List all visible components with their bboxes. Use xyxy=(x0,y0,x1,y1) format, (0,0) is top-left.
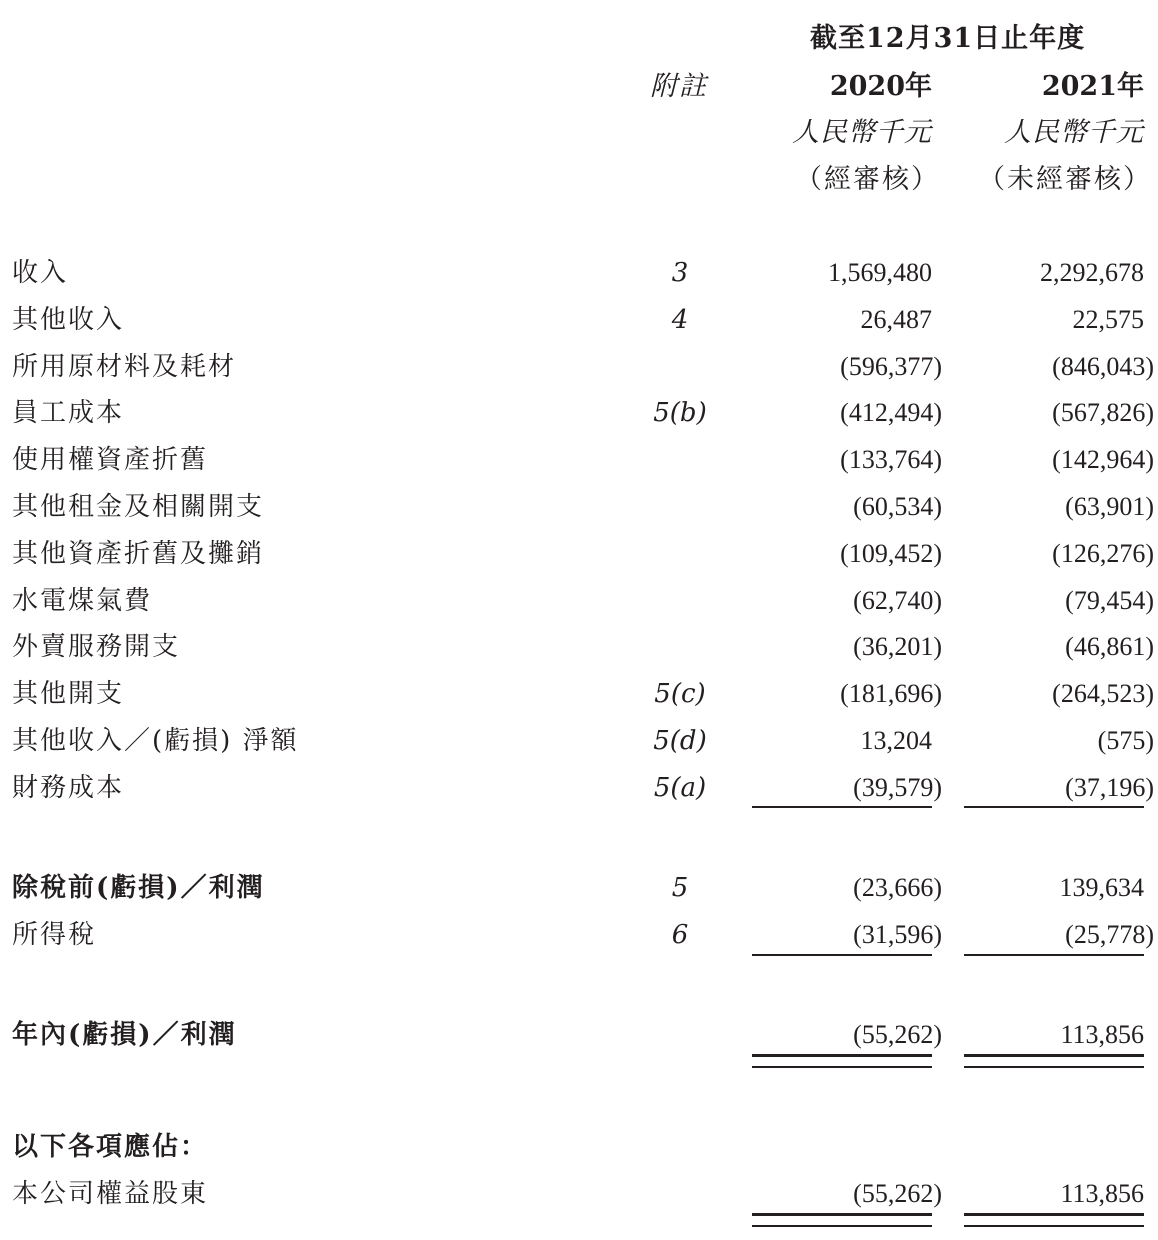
row-label: 使用權資產折舊 xyxy=(12,445,209,475)
row-note: 4 xyxy=(671,305,689,335)
row-label: 收入 xyxy=(12,258,69,288)
row-value-2021: (264,523) xyxy=(1052,679,1154,708)
year-2021-heading: 2021年 xyxy=(1041,71,1144,102)
row-label: 水電煤氣費 xyxy=(12,586,153,616)
row-value-2020: (36,201) xyxy=(853,632,942,661)
total-rule-2020-a xyxy=(752,1054,932,1057)
audit-2021: （未經審核） xyxy=(978,164,1152,195)
year-result-2021: 113,856 xyxy=(1060,1020,1144,1049)
row-value-2021: (567,826) xyxy=(1052,398,1154,427)
row-label: 其他收入 xyxy=(12,305,125,335)
row-note: 5(a) xyxy=(653,773,707,803)
row-value-2020: (181,696) xyxy=(840,679,942,708)
row-value-2021: (575) xyxy=(1097,726,1154,755)
row-label: 所用原材料及耗材 xyxy=(12,352,237,382)
row-value-2021: 2,292,678 xyxy=(1040,258,1144,287)
row-value-2021: (126,276) xyxy=(1052,539,1154,568)
year-result-2020: (55,262) xyxy=(853,1020,942,1049)
row-label: 財務成本 xyxy=(12,773,125,803)
year-2020-heading: 2020年 xyxy=(829,71,932,102)
tax-rule-2020 xyxy=(752,954,932,956)
tax-note: 6 xyxy=(671,920,689,950)
row-value-2020: 13,204 xyxy=(860,726,932,755)
row-value-2020: (60,534) xyxy=(853,492,942,521)
unit-2020: 人民幣千元 xyxy=(792,117,932,148)
row-value-2021: (142,964) xyxy=(1052,445,1154,474)
row-value-2021: (79,454) xyxy=(1065,586,1154,615)
row-value-2020: (109,452) xyxy=(840,539,942,568)
row-note: 5(b) xyxy=(653,398,707,428)
row-note: 5(c) xyxy=(654,679,706,709)
attr-rule-2021-a xyxy=(964,1213,1144,1216)
subtotal-rule-2021 xyxy=(964,806,1144,808)
row-note: 3 xyxy=(671,258,689,288)
pretax-note: 5 xyxy=(671,873,689,903)
row-label: 其他收入／(虧損) 淨額 xyxy=(12,726,299,756)
total-rule-2021-a xyxy=(964,1054,1144,1057)
row-value-2020: (39,579) xyxy=(853,773,942,802)
total-rule-2021-b xyxy=(964,1066,1144,1068)
attributable-label: 本公司權益股東 xyxy=(12,1179,209,1209)
attr-rule-2021-b xyxy=(964,1225,1144,1227)
row-note: 5(d) xyxy=(653,726,707,756)
tax-2020: (31,596) xyxy=(853,920,942,949)
row-value-2020: 26,487 xyxy=(860,305,932,334)
attributable-2020: (55,262) xyxy=(853,1179,942,1208)
subtotal-rule-2020 xyxy=(752,806,932,808)
pretax-2020: (23,666) xyxy=(853,873,942,902)
total-rule-2020-b xyxy=(752,1066,932,1068)
tax-label: 所得稅 xyxy=(12,920,97,950)
row-value-2021: (846,043) xyxy=(1052,352,1154,381)
attributable-heading: 以下各項應佔： xyxy=(12,1132,209,1162)
pretax-label: 除稅前(虧損)／利潤 xyxy=(12,873,265,903)
row-label: 其他開支 xyxy=(12,679,125,709)
row-value-2021: (46,861) xyxy=(1065,632,1154,661)
tax-2021: (25,778) xyxy=(1065,920,1154,949)
row-value-2021: (63,901) xyxy=(1065,492,1154,521)
tax-rule-2021 xyxy=(964,954,1144,956)
attr-rule-2020-b xyxy=(752,1225,932,1227)
attributable-2021: 113,856 xyxy=(1060,1179,1144,1208)
row-value-2020: 1,569,480 xyxy=(828,258,932,287)
unit-2021: 人民幣千元 xyxy=(1004,117,1144,148)
note-column-heading: 附註 xyxy=(650,71,708,102)
row-value-2021: 22,575 xyxy=(1072,305,1144,334)
row-value-2020: (596,377) xyxy=(840,352,942,381)
row-value-2021: (37,196) xyxy=(1065,773,1154,802)
audit-2020: （經審核） xyxy=(795,164,940,195)
year-result-label: 年內(虧損)／利潤 xyxy=(12,1020,237,1050)
row-label: 員工成本 xyxy=(12,398,125,428)
row-value-2020: (133,764) xyxy=(840,445,942,474)
row-label: 外賣服務開支 xyxy=(12,632,181,662)
row-label: 其他資產折舊及攤銷 xyxy=(12,539,265,569)
row-value-2020: (62,740) xyxy=(853,586,942,615)
row-value-2020: (412,494) xyxy=(840,398,942,427)
pretax-2021: 139,634 xyxy=(1059,873,1144,902)
row-label: 其他租金及相關開支 xyxy=(12,492,265,522)
period-heading: 截至12月31日止年度 xyxy=(810,23,1086,54)
attr-rule-2020-a xyxy=(752,1213,932,1216)
